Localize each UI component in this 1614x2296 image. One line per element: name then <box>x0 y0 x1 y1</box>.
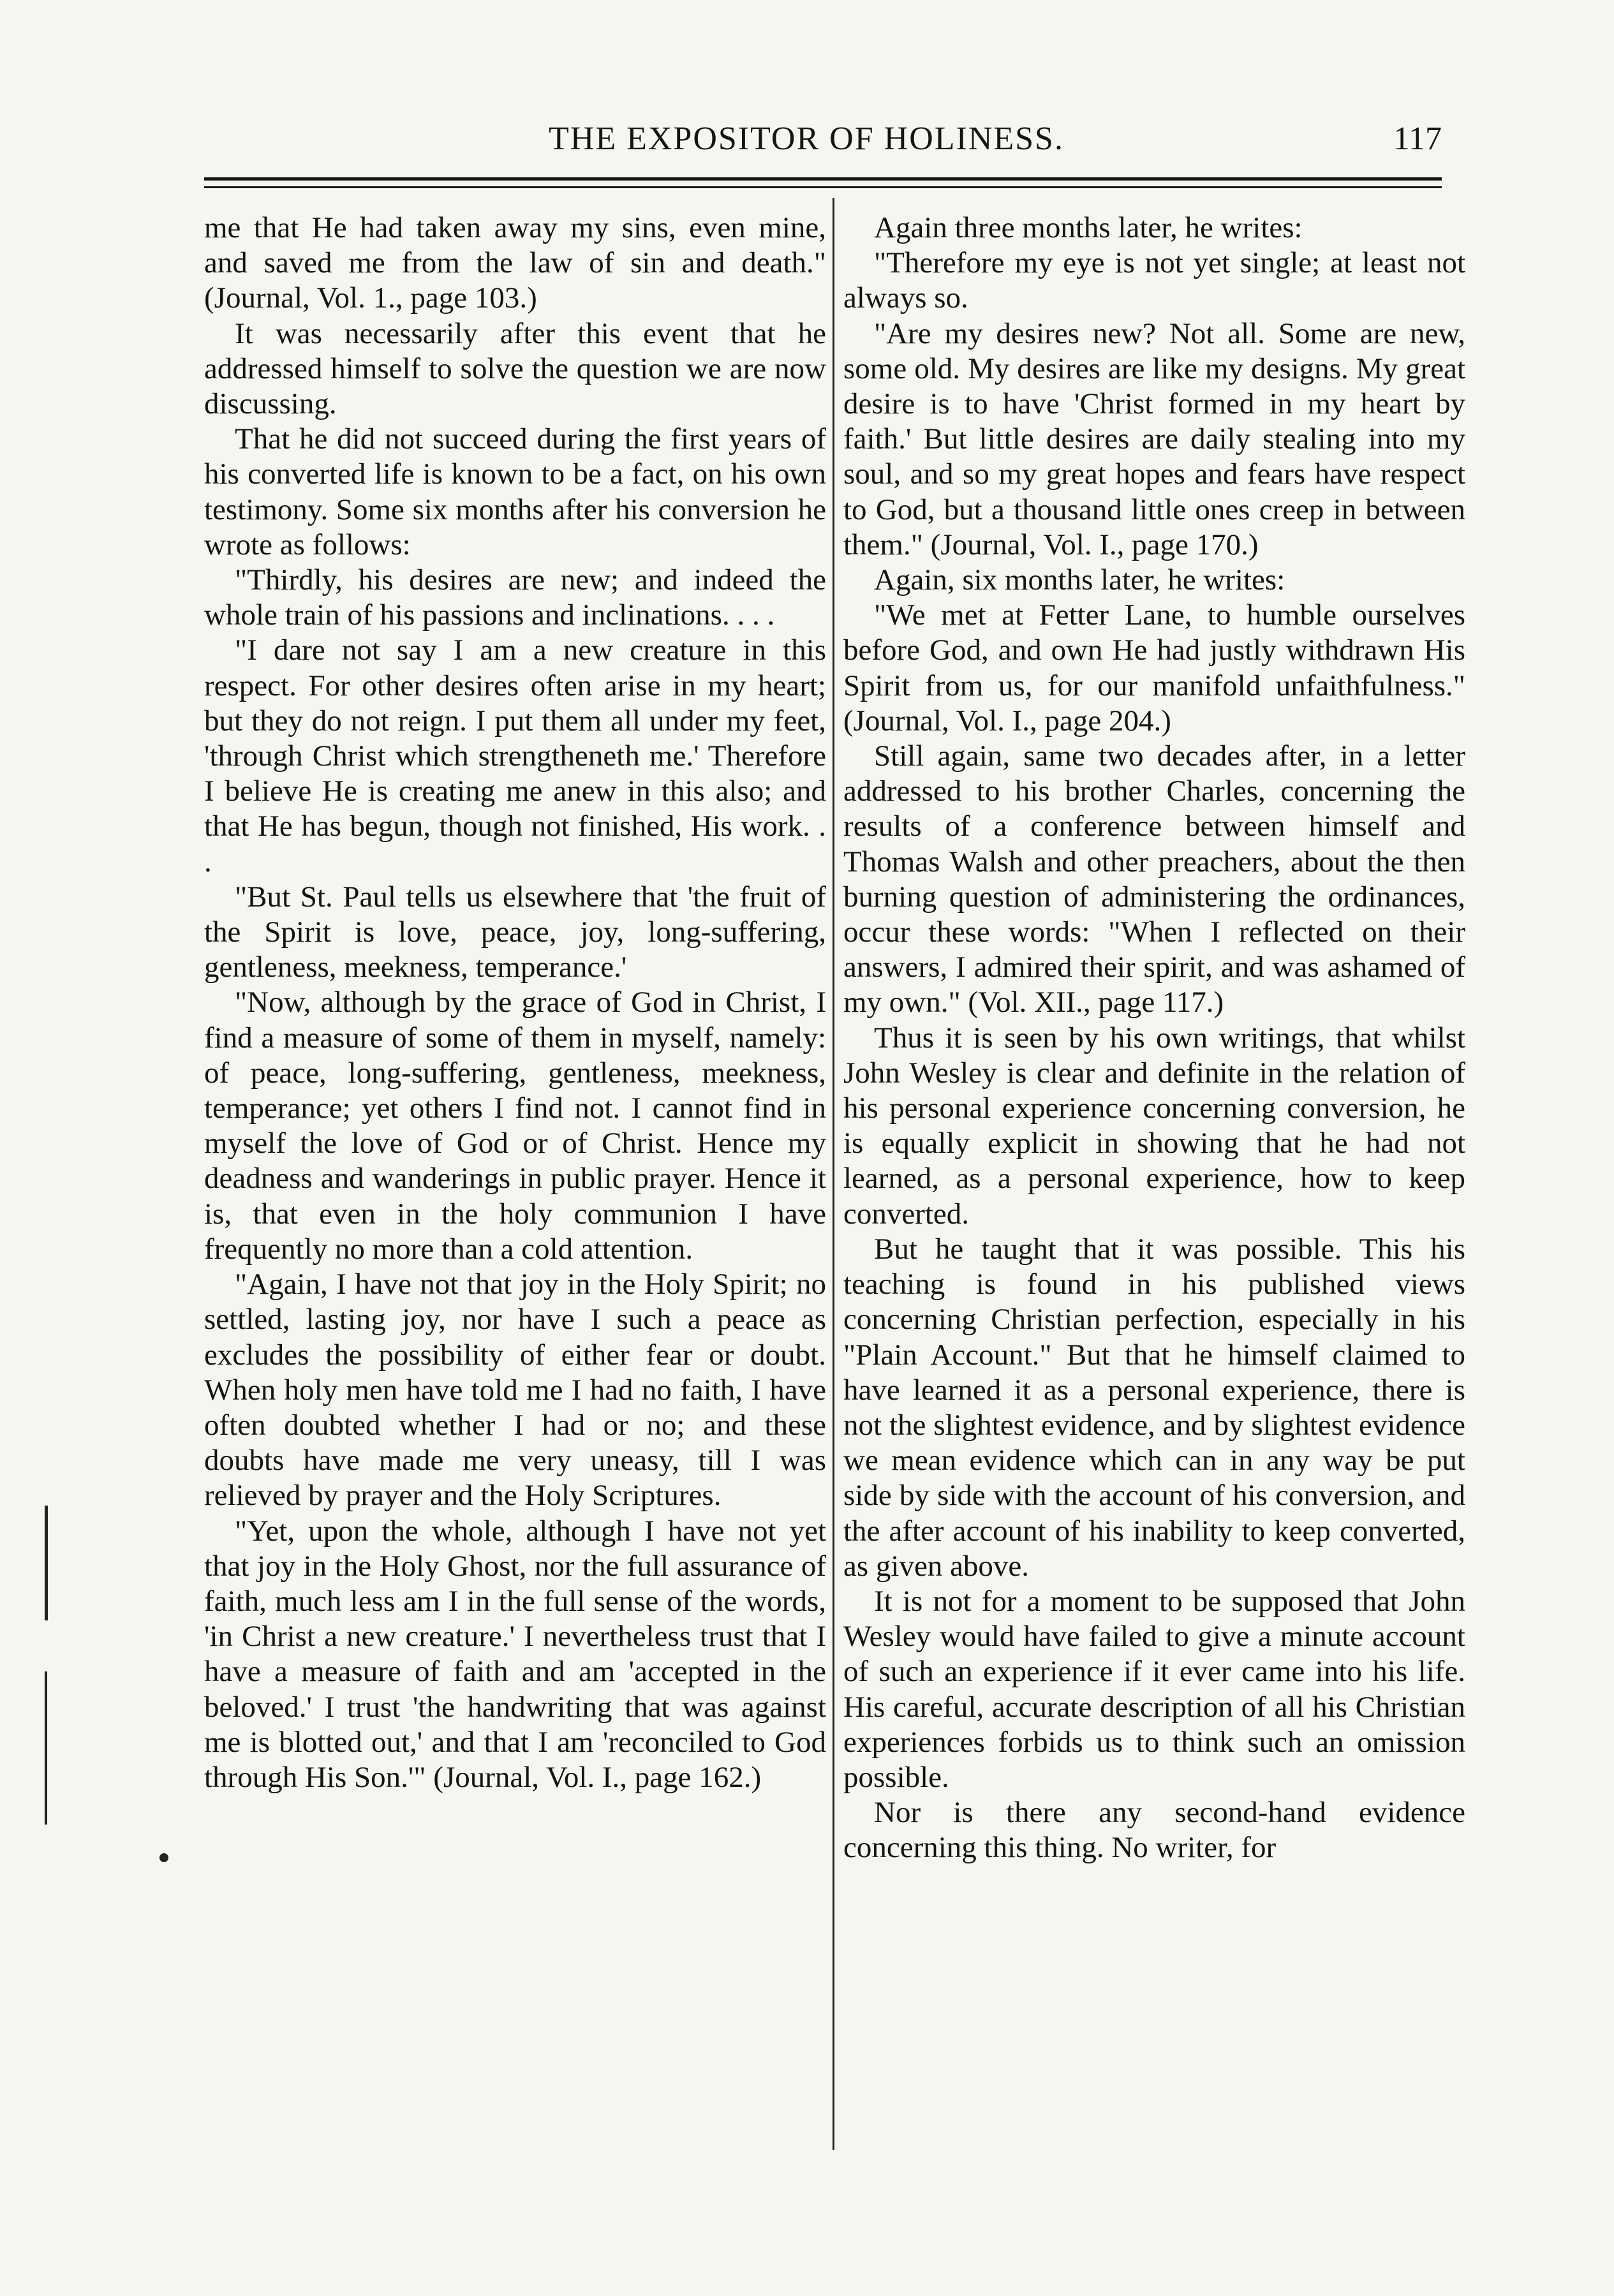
paragraph: "Therefore my eye is not yet single; at least not always so. <box>843 246 1465 315</box>
header-rule-thin <box>204 186 1442 188</box>
paragraph: "Are my desires new? Not all. Some are new, some old. My desires are like my designs. My great desire is to have 'Christ formed in my heart by faith.' But little desires are daily stealing into my soul, and so my great hopes and fears have respect to God, but a thousand little ones creep in between them." (Journal, Vol. I., page 170.) <box>843 316 1465 561</box>
paragraph: That he did not succeed during the first years of his converted life is known to be a fact, on his own testimony. Some six months after his conversion he wrote as follows: <box>204 422 826 561</box>
paragraph: Still again, same two decades after, in a letter addressed to his brother Charles, concerning the results of a conference between himself and Thomas Walsh and other preachers, about the then burning question of administering the ordinances, occur these words: "When I reflected on their answers, I admired their spirit, and was ashamed of my own." (Vol. XII., page 117.) <box>843 739 1465 1019</box>
paragraph: Nor is there any second-hand evidence concerning this thing. No writer, for <box>843 1796 1465 1865</box>
page-number: 117 <box>1393 121 1442 157</box>
paragraph: Again three months later, he writes: <box>874 211 1303 244</box>
header-rule-thick <box>204 177 1442 181</box>
paragraph: "I dare not say I am a new creature in this respect. For other desires often arise in my heart; but they do not reign. I put them all under my feet, 'through Christ which strengtheneth me.' Therefore I believe He is creating me anew in this also; and that He has begun, though not finished, His work. . . <box>204 633 826 878</box>
margin-mark <box>45 1671 47 1825</box>
margin-mark <box>159 1853 168 1862</box>
paragraph: "Yet, upon the whole, although I have not yet that joy in the Holy Ghost, nor the full assurance of faith, much less am I in the full sense of the words, 'in Christ a new creature.' I nevertheless trust that I have a measure of faith and am 'accepted in the beloved.' I trust 'the handwriting that was against me is blotted out,' and that I am 'reconciled to God through His Son.'" (Journal, Vol. I., page 162.) <box>204 1514 826 1794</box>
right-column <box>843 211 1465 2201</box>
paragraph: me that He had taken away my sins, even mine, and saved me from the law of sin and death." (Journal, Vol. 1., page 103.) <box>204 211 826 315</box>
paragraph: Thus it is seen by his own writings, that whilst John Wesley is clear and definite in the relation of his personal experience concerning conversion, he is equally explicit in showing that he had not learned, as a personal experience, how to keep converted. <box>843 1021 1465 1231</box>
margin-mark <box>45 1506 48 1620</box>
page-header <box>204 120 1442 165</box>
paragraph: "Thirdly, his desires are new; and indeed the whole train of his passions and inclinations. . . . <box>204 563 826 632</box>
running-head: THE EXPOSITOR OF HOLINESS. <box>549 121 1064 157</box>
paragraph: Again, six months later, he writes: <box>874 563 1285 597</box>
column-divider <box>833 198 834 2150</box>
paragraph: "Now, although by the grace of God in Christ, I find a measure of some of them in myself, namely: of peace, long-suffering, gentleness, meekness, temperance; yet others I find not. I cannot find in myself the love of God or of Christ. Hence my deadness and wanderings in public prayer. Hence it is, that even in the holy communion I have frequently no more than a cold attention. <box>204 986 826 1266</box>
paragraph: It was necessarily after this event that he addressed himself to solve the question we are now discussing. <box>204 316 826 421</box>
paragraph: But he taught that it was possible. This his teaching is found in his published views concerning Christian perfection, especially in his "Plain Account." But that he himself claimed to have learned it as a personal experience, there is not the slightest evidence, and by slightest evidence we mean evidence which can in any way be put side by side with the account of his conversion, and the after account of his inability to keep converted, as given above. <box>843 1232 1465 1583</box>
left-column <box>204 211 826 2201</box>
paragraph: "We met at Fetter Lane, to humble ourselves before God, and own He had justly withdrawn His Spirit from us, for our manifold unfaithfulness." (Journal, Vol. I., page 204.) <box>843 598 1465 737</box>
paragraph: "But St. Paul tells us elsewhere that 'the fruit of the Spirit is love, peace, joy, long-suffering, gentleness, meekness, temperance.' <box>204 880 826 984</box>
paragraph: It is not for a moment to be supposed that John Wesley would have failed to give a minute account of such an experience if it ever came into his life. His careful, accurate description of all his Christian experiences forbids us to think such an omission possible. <box>843 1584 1465 1794</box>
paragraph: "Again, I have not that joy in the Holy Spirit; no settled, lasting joy, nor have I such a peace as excludes the possibility of either fear or doubt. When holy men have told me I had no faith, I have often doubted whether I had or no; and these doubts have made me very uneasy, till I was relieved by prayer and the Holy Scriptures. <box>204 1268 826 1513</box>
